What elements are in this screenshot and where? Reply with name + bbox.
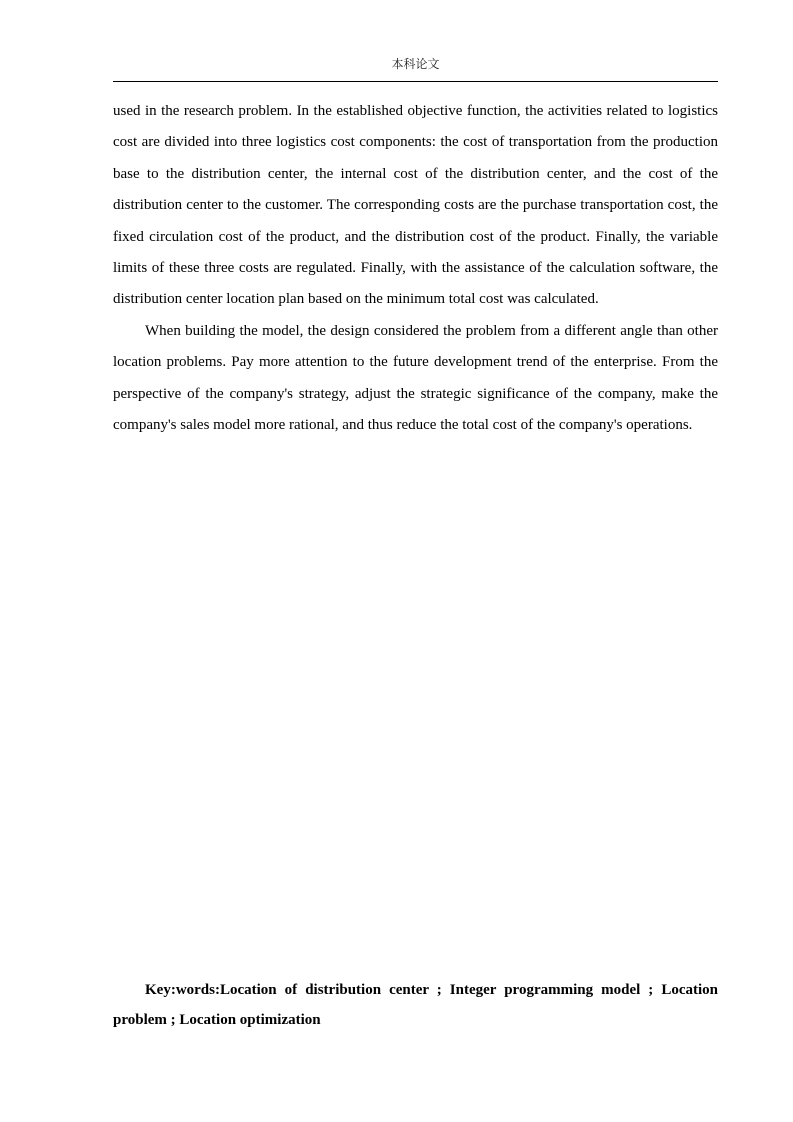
keywords: Key:words:Location of distribution center ; Integer programming model ; Location problem ; Location optimization bbox=[113, 982, 718, 1028]
page-header: 本科论文 bbox=[391, 57, 440, 71]
paragraph-continuation: used in the research problem. In the established objective function, the activities related to logistics cost are divided into three logistics cost components: the cost of transportation from the production base to the distribution center, the internal cost of the distribution center, and the cost of the distribution center to the customer. The corresponding costs are the purchase transportation cost, the fixed circulation cost of the product, and the distribution cost of the product. Finally, the variable limits of these three costs are regulated. Finally, with the assistance of the calculation software, the distribution center location plan based on the minimum total cost was calculated. bbox=[113, 103, 718, 308]
paragraph-model-design: When building the model, the design considered the problem from a different angle than other location problems. Pay more attention to the future development trend of the enterprise. From the perspective of the company's strategy, adjust the strategic significance of the company, make the company's sales model more rational, and thus reduce the total cost of the company's operations. bbox=[113, 322, 718, 434]
header-divider bbox=[113, 81, 718, 82]
abstract-body bbox=[113, 96, 718, 441]
